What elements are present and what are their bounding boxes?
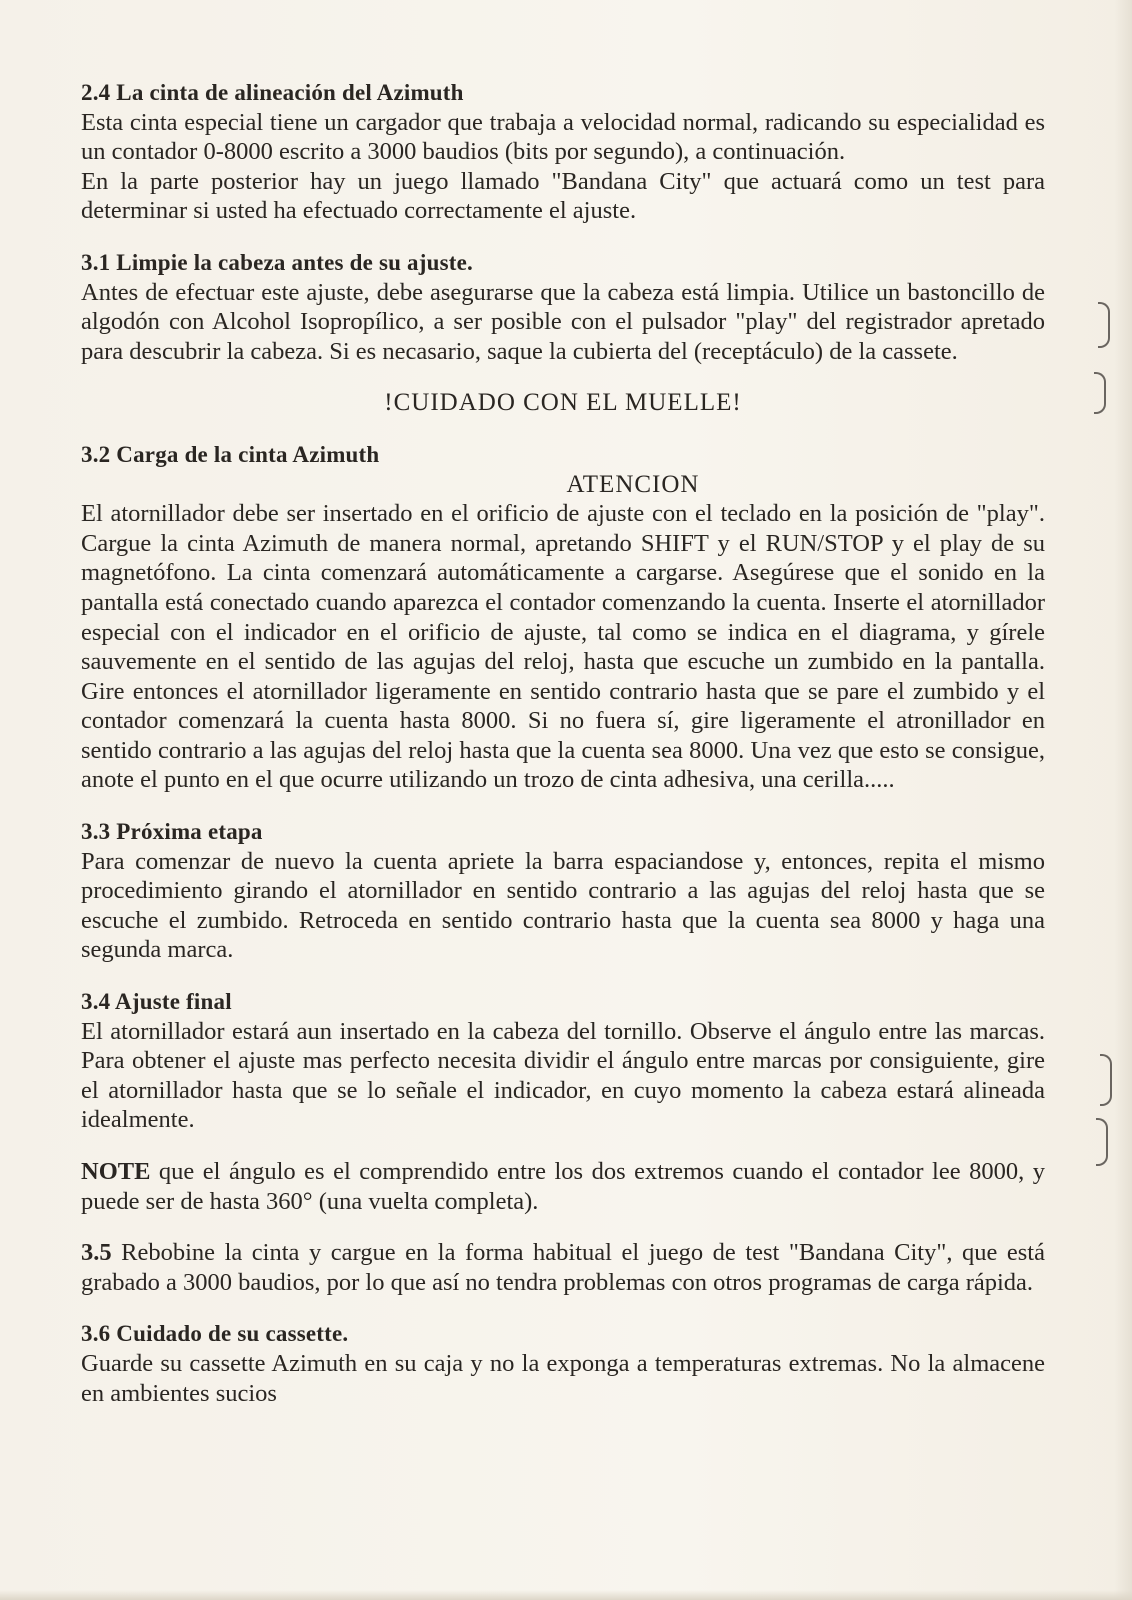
section-3-3 [81, 817, 1045, 965]
section-heading: 3.6 Cuidado de su cassette. [81, 1321, 349, 1347]
binding-mark [1096, 1118, 1108, 1166]
paragraph: Para comenzar de nuevo la cuenta apriete la barra espaciandose y, entonces, repita el mismo procedimiento girando el atornillador en sentido contrario a las agujas del reloj hasta que se escuche el zumbido. Retroceda en sentido contrario hasta que la cuenta sea 8000 y haga una segunda marca. [81, 847, 1045, 964]
attention-subtitle: ATENCION [566, 470, 700, 498]
section-heading: 3.2 Carga de la cinta Azimuth [81, 441, 380, 467]
page-bottom-shadow [0, 1590, 1132, 1600]
section-2-4 [81, 78, 1045, 226]
paragraph: Antes de efectuar este ajuste, debe asegurarse que la cabeza está limpia. Utilice un bastoncillo de algodón con Alcohol Isopropílico, a ser posible con el pulsador "play" del registrador apretado para descubrir la cabeza. Si es necasario, saque la cubierta del (receptáculo) de la cassete. [81, 278, 1045, 365]
page-edge-shadow [1114, 0, 1132, 1600]
paragraph: Guarde su cassette Azimuth en su caja y no la exponga a temperaturas extremas. No la almacene en ambientes sucios [81, 1349, 1045, 1407]
binding-mark [1100, 1054, 1112, 1106]
section-heading: 2.4 La cinta de alineación del Azimuth [81, 80, 464, 105]
note-text: que el ángulo es el comprendido entre los dos extremos cuando el contador lee 8000, y puede ser de hasta 360° (una vuelta completa). [81, 1158, 1045, 1215]
section-heading: 3.3 Próxima etapa [81, 819, 263, 845]
warning-title: !CUIDADO CON EL MUELLE! [384, 389, 742, 417]
note-label: NOTE [81, 1158, 151, 1185]
section-heading: 3.4 Ajuste final [81, 989, 232, 1015]
paragraph: El atornillador debe ser insertado en el orificio de ajuste con el teclado en la posición de "play". Cargue la cinta Azimuth de manera normal, apretando SHIFT y el RUN/STOP y el play de su magnetófono. La cinta comenzará automáticamente a cargarse. Asegúrese que el sonido en la pantalla está conectado cuando aparezca el contador comenzando la cuenta. Inserte el atornillador especial con el indicador en el orificio de ajuste, tal como se indica en el diagrama, y gírele sauvemente en el sentido de las agujas del reloj, hasta que escuche un zumbido en la pantalla. Gire entonces el atornillador ligeramente en sentido contrario hasta que se pare el zumbido y el contador comenzará la cuenta hasta 8000. Si no fuera sí, gire ligeramente el atronillador en sentido contrario a las agujas del reloj hasta que la cuenta sea 8000. Una vez que esto se consigue, anote el punto en el que ocurre utilizando un trozo de cinta adhesiva, una cerilla..... [81, 500, 1045, 794]
section-3-4 [81, 987, 1045, 1135]
paragraph: Esta cinta especial tiene un cargador que trabaja a velocidad normal, radicando su especialidad es un contador 0-8000 escrito a 3000 baudios (bits por segundo), a continuación. [81, 108, 1045, 166]
binding-mark [1094, 372, 1106, 414]
section-number: 3.5 [81, 1239, 112, 1267]
paragraph: En la parte posterior hay un juego llamado "Bandana City" que actuará como un test para determinar si usted ha efectuado correctamente el ajuste. [81, 167, 1045, 225]
binding-mark [1098, 302, 1110, 348]
section-3-6 [81, 1319, 1045, 1408]
section-3-2 [81, 440, 1045, 795]
note-paragraph [81, 1157, 1045, 1216]
section-3-5 [81, 1238, 1045, 1297]
document-body [81, 78, 1045, 1408]
section-heading: 3.1 Limpie la cabeza antes de su ajuste. [81, 249, 473, 275]
section-3-1 [81, 248, 1045, 366]
section-text: Rebobine la cinta y cargue en la forma habitual el juego de test "Bandana City", que está grabado a 3000 baudios, por lo que así no tendra problemas con otros programas de carga rápida. [81, 1239, 1045, 1296]
paragraph: El atornillador estará aun insertado en la cabeza del tornillo. Observe el ángulo entre las marcas. Para obtener el ajuste mas perfecto necesita dividir el ángulo entre marcas por consiguiente, gire el atornillador hasta que se lo señale el indicador, en cuyo momento la cabeza estará alineada idealmente. [81, 1017, 1045, 1134]
